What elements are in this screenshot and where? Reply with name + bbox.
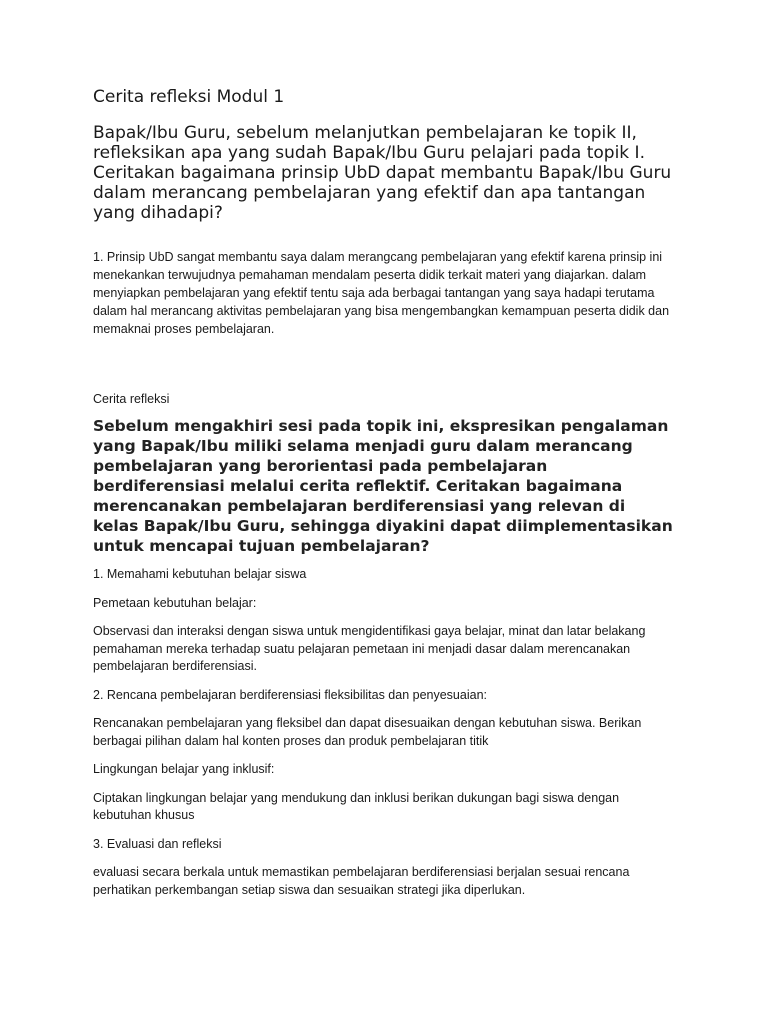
subheading-environment: Lingkungan belajar yang inklusif: xyxy=(93,762,275,776)
heading-point-1: 1. Memahami kebutuhan belajar siswa xyxy=(93,567,307,581)
paragraph-evaluation: evaluasi secara berkala untuk memastikan pembelajaran berdiferensiasi berjalan sesuai rencana perhatikan perkembangan setiap siswa dan sesuaikan strategi jika diperlukan. xyxy=(93,865,630,897)
answer-paragraph: 1. Prinsip UbD sangat membantu saya dalam merangcang pembelajaran yang efektif karena prinsip ini menekankan terwujudnya pemahaman mendalam peserta didik terkait materi yang diajarkan. dalam menyiapkan pembelajaran yang efektif tentu saja ada berbagai tantangan yang saya hadapi terutama dalam hal merancang aktivitas pembelajaran yang bisa mengembangkan kemampuan peserta didik dan memaknai proses pembelajaran. xyxy=(93,250,670,336)
heading-point-3: 3. Evaluasi dan refleksi xyxy=(93,836,222,851)
document-title: Cerita refleksi Modul 1 xyxy=(93,87,285,107)
intro-prompt: Bapak/Ibu Guru, sebelum melanjutkan pembelajaran ke topik II, refleksikan apa yang sudah Bapak/Ibu Guru pelajari pada topik I. Ceritakan bagaimana prinsip UbD dapat membantu Bapak/Ibu Guru dalam merancang pembelajaran yang efektif dan apa tantangan yang dihadapi? xyxy=(93,123,672,223)
paragraph-plan: Rencanakan pembelajaran yang fleksibel dan dapat disesuaikan dengan kebutuhan siswa. Berikan berbagai pilihan dalam hal konten proses dan produk pembelajaran titik xyxy=(93,716,642,748)
paragraph-environment: Ciptakan lingkungan belajar yang mendukung dan inklusi berikan dukungan bagi siswa dengan kebutuhan khusus xyxy=(93,790,620,822)
paragraph-observation: Observasi dan interaksi dengan siswa untuk mengidentifikasi gaya belajar, minat dan latar belakang pemahaman mereka terhadap suatu pelajaran pemetaan ini menjadi dasar dalam merencanakan pembelajaran berdiferensiasi. xyxy=(93,624,646,673)
subheading-mapping: Pemetaan kebutuhan belajar: xyxy=(93,595,257,610)
section-label: Cerita refleksi xyxy=(93,392,170,406)
heading-point-2: 2. Rencana pembelajaran berdiferensiasi fleksibilitas dan penyesuaian: xyxy=(93,687,487,702)
bold-prompt: Sebelum mengakhiri sesi pada topik ini, ekspresikan pengalaman yang Bapak/Ibu miliki selama menjadi guru dalam merancang pembelajaran yang berorientasi pada pembelajaran berdiferensiasi melalui cerita reflektif. Ceritakan bagaimana merencanakan pembelajaran berdiferensiasi yang relevan di kelas Bapak/Ibu Guru, sehingga diyakini dapat diimplementasikan untuk mencapai tujuan pembelajaran? xyxy=(93,417,673,555)
document-page xyxy=(93,86,673,910)
